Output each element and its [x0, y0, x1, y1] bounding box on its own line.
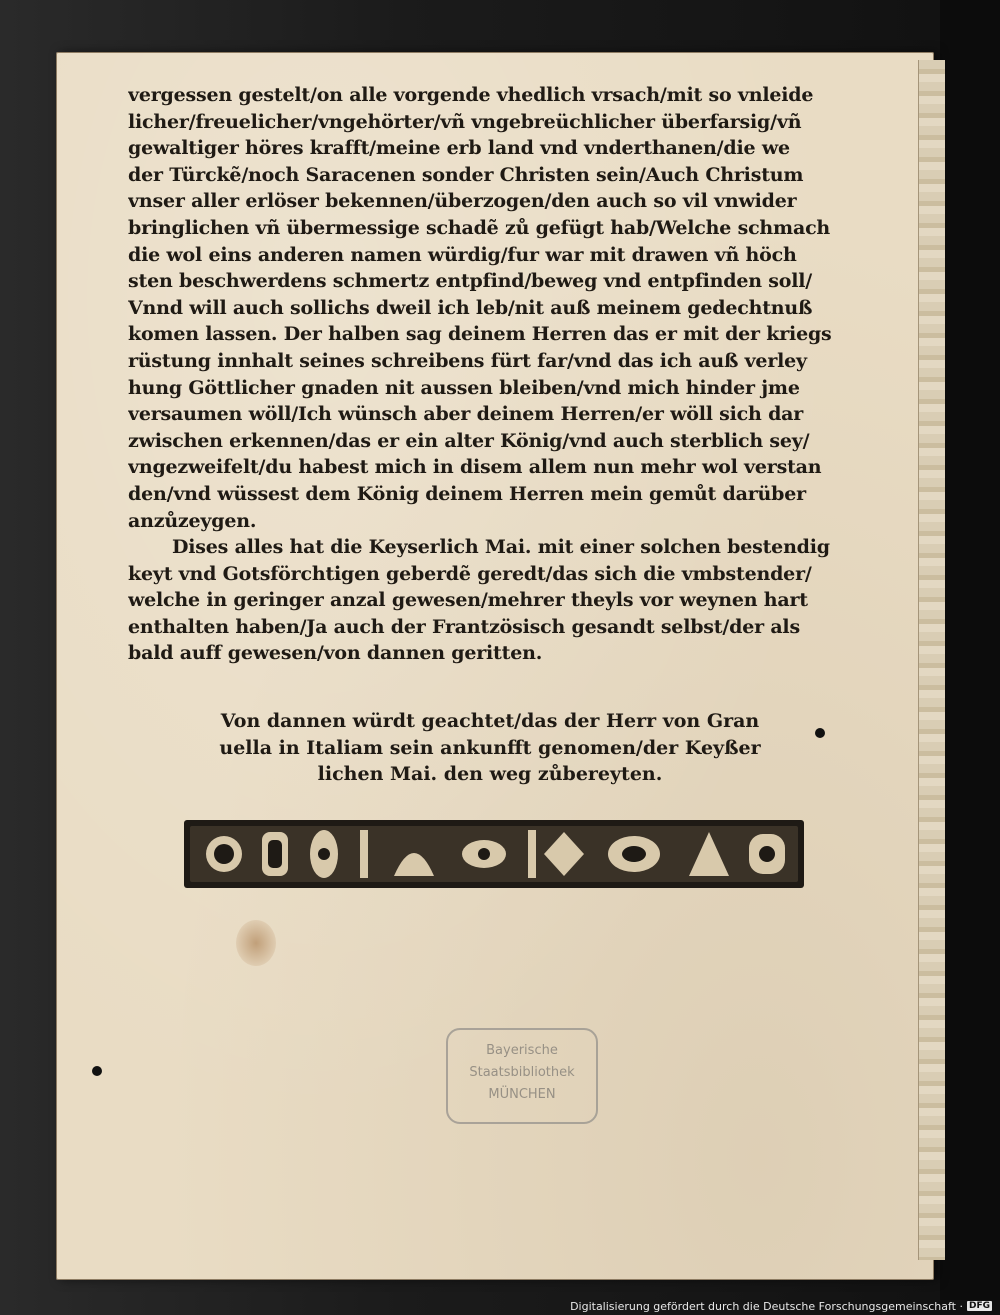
- text-line: bringlichen vñ übermessige schadẽ zů gefügt hab/Welche schmach: [128, 216, 831, 239]
- paragraph-line: bald auff gewesen/von dannen geritten.: [128, 642, 543, 665]
- text-line: zwischen erkennen/das er ein alter König/vnd auch sterblich sey/: [128, 429, 810, 452]
- stamp-line: Bayerische: [486, 1043, 558, 1058]
- closing-line: lichen Mai. den weg zůbereyten.: [317, 763, 663, 786]
- text-line: den/vnd wüssest dem König deinem Herren mein gemůt darüber: [128, 482, 806, 505]
- text-line: versaumen wöll/Ich wünsch aber deinem Herren/er wöll sich dar: [128, 403, 804, 426]
- footer-text: Digitalisierung gefördert durch die Deutsche Forschungsgemeinschaft ·: [570, 1299, 963, 1313]
- closing-paragraph: [180, 708, 800, 788]
- paragraph-line: keyt vnd Gotsförchtigen geberdẽ geredt/das sich die vmbstender/: [128, 562, 812, 585]
- ink-stain: [236, 920, 276, 966]
- library-stamp: [446, 1028, 598, 1124]
- text-line: der Türckẽ/noch Saracenen sonder Christen sein/Auch Christum: [128, 163, 804, 186]
- digitization-footer: [570, 1299, 992, 1313]
- text-line: sten beschwerdens schmertz entpfind/beweg vnd entpfinden soll/: [128, 270, 813, 293]
- text-line: rüstung innhalt seines schreibens fürt far/vnd das ich auß verley: [128, 349, 807, 372]
- text-line: Vnnd will auch sollichs dweil ich leb/nit auß meinem gedechtnuß: [128, 296, 813, 319]
- text-line: vnser aller erlöser bekennen/überzogen/den auch so vil vnwider: [128, 190, 797, 213]
- binding-hole: [92, 1066, 102, 1076]
- paragraph-line: welche in geringer anzal gewesen/mehrer theyls vor weynen hart: [128, 589, 808, 612]
- text-line: hung Göttlicher gnaden nit aussen bleiben/vnd mich hinder jme: [128, 376, 800, 399]
- closing-line: Von dannen würdt geachtet/das der Herr von Gran: [220, 710, 760, 732]
- stamp-line: Staatsbibliothek: [469, 1065, 575, 1080]
- text-line: gewaltiger höres krafft/meine erb land vnd vnderthanen/die we: [128, 137, 790, 160]
- woodcut-ornament-band: [184, 820, 804, 888]
- text-line: anzůzeygen.: [128, 509, 257, 532]
- stamp-line: MÜNCHEN: [488, 1087, 556, 1102]
- paragraph-line: enthalten haben/Ja auch der Frantzösisch gesandt selbst/der als: [128, 615, 800, 638]
- dfg-logo: DFG: [968, 1301, 990, 1311]
- ink-dot: [815, 728, 825, 738]
- paragraph-line: Dises alles hat die Keyserlich Mai. mit einer solchen bestendig: [172, 536, 830, 559]
- page-edge: [918, 60, 945, 1260]
- text-line: vngezweifelt/du habest mich in disem allem nun mehr wol verstan: [128, 456, 822, 479]
- text-line: die wol eins anderen namen würdig/fur war mit drawen vñ höch: [128, 243, 797, 266]
- scanner-dark-strip: [940, 0, 1000, 1300]
- text-line: licher/freuelicher/vngehörter/vñ vngebreüchlicher überfarsig/vñ: [128, 110, 802, 133]
- closing-line: uella in Italiam sein ankunfft genomen/der Keyßer: [219, 736, 761, 759]
- text-line: vergessen gestelt/on alle vorgende vhedlich vrsach/mit so vnleide: [128, 84, 814, 106]
- text-line: komen lassen. Der halben sag deinem Herren das er mit der kriegs: [128, 323, 832, 346]
- main-text: [128, 82, 858, 667]
